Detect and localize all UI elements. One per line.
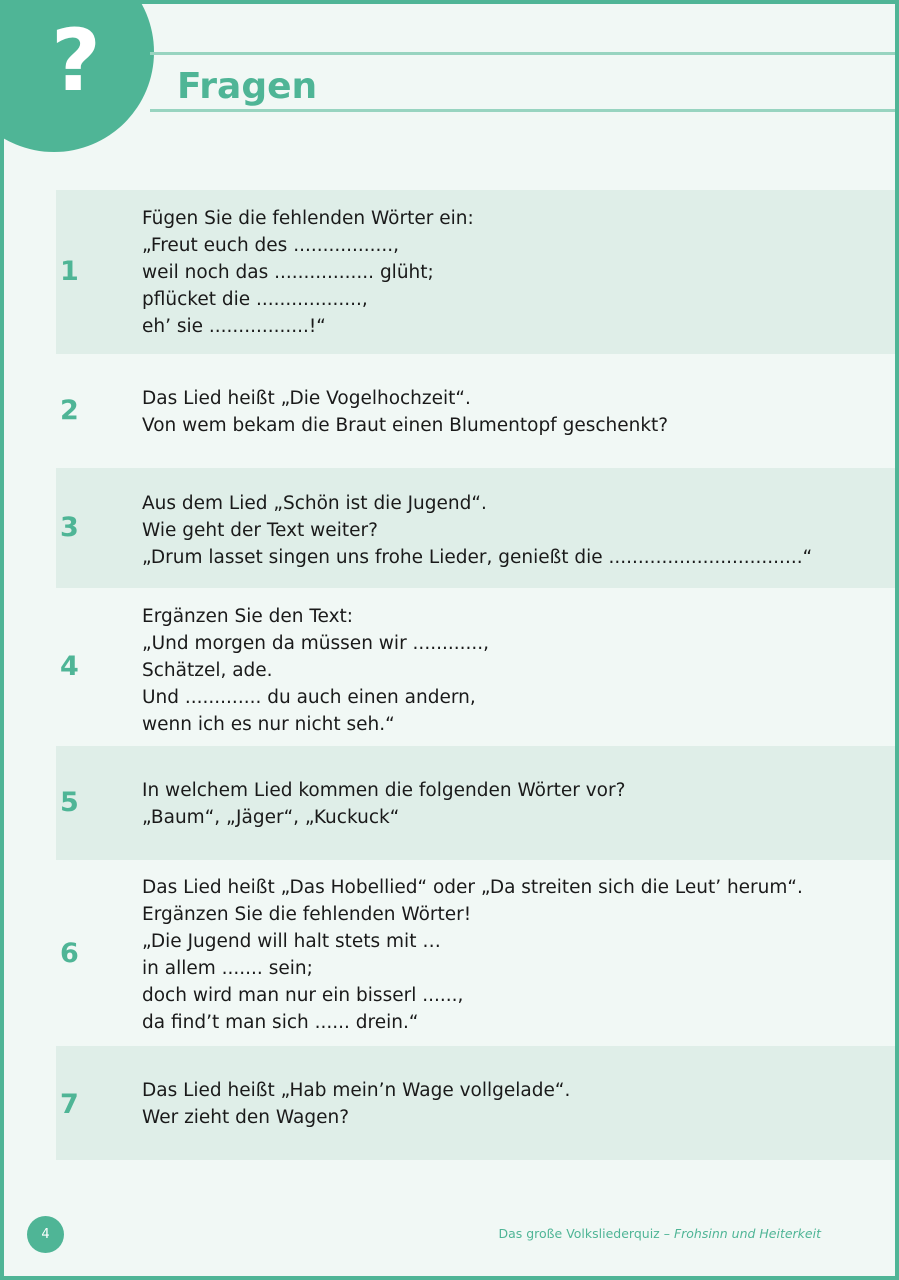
- question-line: Schätzel, ade.: [142, 660, 273, 681]
- question-line: Ergänzen Sie den Text:: [142, 606, 353, 627]
- question-text: [142, 490, 812, 571]
- question-line: „Drum lasset singen uns frohe Lieder, genießt die .................................“: [142, 547, 813, 568]
- question-row-5: [56, 746, 895, 860]
- footer-book-title: Das große Volksliederquiz –: [498, 1226, 674, 1241]
- question-line: „Die Jugend will halt stets mit …: [142, 931, 441, 952]
- question-line: Das Lied heißt „Die Vogelhochzeit“.: [142, 388, 471, 409]
- question-row-1: [56, 190, 895, 354]
- question-number: 1: [60, 256, 79, 287]
- question-line: „Und morgen da müssen wir ............,: [142, 633, 490, 654]
- question-line: In welchem Lied kommen die folgenden Wörter vor?: [142, 780, 626, 801]
- question-text: [142, 777, 625, 831]
- question-number: 5: [60, 787, 79, 818]
- question-row-3: [56, 468, 895, 588]
- question-line: Das Lied heißt „Hab mein’n Wage vollgelade“.: [142, 1080, 571, 1101]
- question-line: wenn ich es nur nicht seh.“: [142, 714, 395, 735]
- question-text: [142, 603, 489, 738]
- page-number: 4: [27, 1216, 64, 1253]
- question-line: doch wird man nur ein bisserl ......,: [142, 985, 464, 1006]
- question-text: [142, 1077, 570, 1131]
- question-line: Aus dem Lied „Schön ist die Jugend“.: [142, 493, 487, 514]
- header-rule-top: [150, 52, 895, 55]
- question-line: Von wem bekam die Braut einen Blumentopf geschenkt?: [142, 415, 669, 436]
- question-line: da find’t man sich ...... drein.“: [142, 1012, 419, 1033]
- question-row-6: [56, 860, 895, 1046]
- question-mark-icon: ?: [51, 11, 101, 111]
- question-line: Und ............. du auch einen andern,: [142, 687, 476, 708]
- question-line: Fügen Sie die fehlenden Wörter ein:: [142, 208, 474, 229]
- question-text: [142, 874, 803, 1036]
- question-line: Ergänzen Sie die fehlenden Wörter!: [142, 904, 472, 925]
- footer-subtitle: Frohsinn und Heiterkeit: [673, 1226, 821, 1241]
- question-row-4: [56, 588, 895, 746]
- question-line: „Freut euch des .................,: [142, 235, 400, 256]
- question-number: 6: [60, 938, 79, 969]
- question-line: eh’ sie .................!“: [142, 316, 326, 337]
- question-number: 7: [60, 1089, 79, 1120]
- question-row-2: [56, 354, 895, 468]
- question-row-7: [56, 1046, 895, 1160]
- question-line: Wie geht der Text weiter?: [142, 520, 378, 541]
- question-line: weil noch das ................. glüht;: [142, 262, 434, 283]
- question-number: 2: [60, 395, 79, 426]
- footer-credit: [498, 1226, 821, 1241]
- question-text: [142, 385, 668, 439]
- question-line: „Baum“, „Jäger“, „Kuckuck“: [142, 807, 400, 828]
- question-number: 4: [60, 651, 79, 682]
- header-rule-bottom: [150, 109, 895, 112]
- question-text: [142, 205, 474, 340]
- question-line: in allem ....... sein;: [142, 958, 313, 979]
- page-title: Fragen: [177, 66, 318, 107]
- question-line: Wer zieht den Wagen?: [142, 1107, 350, 1128]
- question-line: pflücket die ..................,: [142, 289, 368, 310]
- question-line: Das Lied heißt „Das Hobellied“ oder „Da streiten sich die Leut’ herum“.: [142, 877, 803, 898]
- question-number: 3: [60, 512, 79, 543]
